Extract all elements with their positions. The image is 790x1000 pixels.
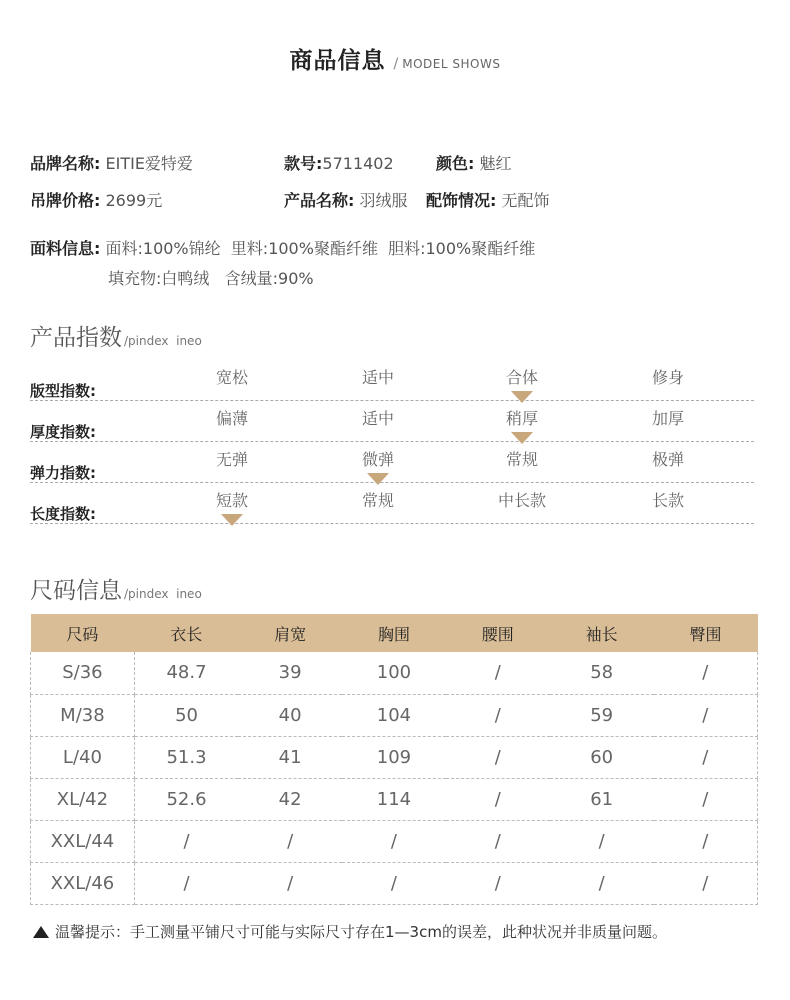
table-cell: L/40 <box>31 736 135 778</box>
table-cell: 40 <box>238 694 342 736</box>
index-option: 常规 <box>505 450 538 469</box>
column-header: 腰围 <box>446 614 550 652</box>
price-info <box>30 188 162 211</box>
column-header: 尺码 <box>31 614 135 652</box>
page-subtitle: MODEL SHOWS <box>402 57 501 71</box>
size-subtitle: /pindex ineo <box>124 587 202 601</box>
table-cell: XL/42 <box>31 778 135 820</box>
table-cell: 109 <box>342 736 446 778</box>
table-cell: / <box>654 862 758 904</box>
table-cell: S/36 <box>31 652 135 694</box>
table-cell: 52.6 <box>134 778 238 820</box>
accessory-info <box>426 188 550 211</box>
table-cell: 114 <box>342 778 446 820</box>
fabric-line-1: 面料:100%锦纶 里料:100%聚酯纤维 胆料:100%聚酯纤维 <box>105 239 536 258</box>
index-row-label: 厚度指数: <box>30 423 96 441</box>
index-option: 偏薄 <box>215 409 248 428</box>
table-cell: / <box>134 820 238 862</box>
index-option: 无弹 <box>215 450 248 469</box>
table-row <box>31 820 758 862</box>
table-cell: / <box>446 652 550 694</box>
filling-info <box>108 266 314 289</box>
table-row <box>31 694 758 736</box>
color-value: 魅红 <box>479 154 512 173</box>
table-cell: / <box>238 820 342 862</box>
table-cell: 100 <box>342 652 446 694</box>
table-cell: / <box>342 862 446 904</box>
index-row-label: 版型指数: <box>30 382 96 400</box>
table-cell: 39 <box>238 652 342 694</box>
fabric-line-2: 填充物:白鸭绒 含绒量:90% <box>108 269 314 288</box>
table-cell: / <box>238 862 342 904</box>
selected-marker-icon <box>367 473 389 485</box>
table-cell: / <box>550 820 654 862</box>
header-slash: / <box>393 56 399 72</box>
table-row <box>31 862 758 904</box>
table-cell: 60 <box>550 736 654 778</box>
index-option: 加厚 <box>651 409 684 428</box>
selected-marker-icon <box>511 432 533 444</box>
table-cell: 42 <box>238 778 342 820</box>
table-cell: 48.7 <box>134 652 238 694</box>
table-cell: / <box>654 778 758 820</box>
color-label: 颜色: <box>436 154 475 173</box>
column-header: 臀围 <box>654 614 758 652</box>
price-value: 2699元 <box>105 191 163 210</box>
table-cell: / <box>654 694 758 736</box>
brand-info <box>30 151 193 174</box>
table-cell: / <box>654 820 758 862</box>
table-cell: / <box>654 652 758 694</box>
sku-info <box>284 151 394 174</box>
table-row <box>31 736 758 778</box>
brand-value: EITIE爱特爱 <box>105 154 193 173</box>
accessory-value: 无配饰 <box>501 191 550 210</box>
table-cell: / <box>446 820 550 862</box>
warning-icon <box>33 926 49 938</box>
column-header: 衣长 <box>134 614 238 652</box>
index-section-title <box>30 319 202 352</box>
column-header: 胸围 <box>342 614 446 652</box>
page-title: 商品信息 <box>289 48 386 74</box>
index-option: 宽松 <box>215 368 248 387</box>
size-table <box>30 614 758 905</box>
index-option: 常规 <box>361 491 394 510</box>
selected-marker-icon <box>221 514 243 526</box>
tip <box>33 921 667 942</box>
index-row <box>30 488 754 524</box>
index-option: 极弹 <box>651 450 684 469</box>
table-cell: / <box>342 820 446 862</box>
table-cell: 58 <box>550 652 654 694</box>
index-row <box>30 447 754 483</box>
page-header <box>0 42 790 75</box>
index-option: 长款 <box>651 491 684 510</box>
table-row <box>31 652 758 694</box>
accessory-label: 配饰情况: <box>426 191 497 210</box>
price-label: 吊牌价格: <box>30 191 101 210</box>
index-title: 产品指数 <box>30 325 122 351</box>
index-option: 修身 <box>651 368 684 387</box>
fabric-info <box>30 236 535 259</box>
size-table-header <box>31 614 758 652</box>
table-cell: / <box>446 862 550 904</box>
sku-value: 5711402 <box>322 154 394 173</box>
brand-label: 品牌名称: <box>30 154 101 173</box>
product-name-label: 产品名称: <box>284 191 355 210</box>
table-cell: M/38 <box>31 694 135 736</box>
column-header: 肩宽 <box>238 614 342 652</box>
index-row <box>30 365 754 401</box>
table-cell: 61 <box>550 778 654 820</box>
table-cell: / <box>446 778 550 820</box>
color-info <box>436 151 512 174</box>
size-section-title <box>30 572 202 605</box>
tip-text: 温馨提示：手工测量平铺尺寸可能与实际尺寸存在1—3cm的误差，此种状况并非质量问题。 <box>55 923 667 941</box>
table-cell: XXL/44 <box>31 820 135 862</box>
index-option: 中长款 <box>497 491 546 510</box>
table-cell: / <box>446 694 550 736</box>
table-cell: XXL/46 <box>31 862 135 904</box>
table-cell: / <box>550 862 654 904</box>
index-option: 合体 <box>505 368 538 387</box>
index-row <box>30 406 754 442</box>
index-option: 稍厚 <box>505 409 538 428</box>
table-row <box>31 778 758 820</box>
size-title: 尺码信息 <box>30 578 122 604</box>
index-option: 微弹 <box>361 450 394 469</box>
index-row-label: 弹力指数: <box>30 464 96 482</box>
index-subtitle: /pindex ineo <box>124 334 202 348</box>
index-row-label: 长度指数: <box>30 505 96 523</box>
selected-marker-icon <box>511 391 533 403</box>
index-option: 短款 <box>215 491 248 510</box>
table-cell: 59 <box>550 694 654 736</box>
product-name-value: 羽绒服 <box>359 191 408 210</box>
table-cell: / <box>654 736 758 778</box>
index-option: 适中 <box>361 409 394 428</box>
product-name-info <box>284 188 408 211</box>
table-cell: 41 <box>238 736 342 778</box>
fabric-label: 面料信息: <box>30 239 101 258</box>
sku-label: 款号: <box>284 154 323 173</box>
column-header: 袖长 <box>550 614 654 652</box>
table-cell: 51.3 <box>134 736 238 778</box>
table-cell: / <box>446 736 550 778</box>
size-table-body <box>31 652 758 904</box>
table-cell: / <box>134 862 238 904</box>
table-cell: 104 <box>342 694 446 736</box>
index-option: 适中 <box>361 368 394 387</box>
table-cell: 50 <box>134 694 238 736</box>
